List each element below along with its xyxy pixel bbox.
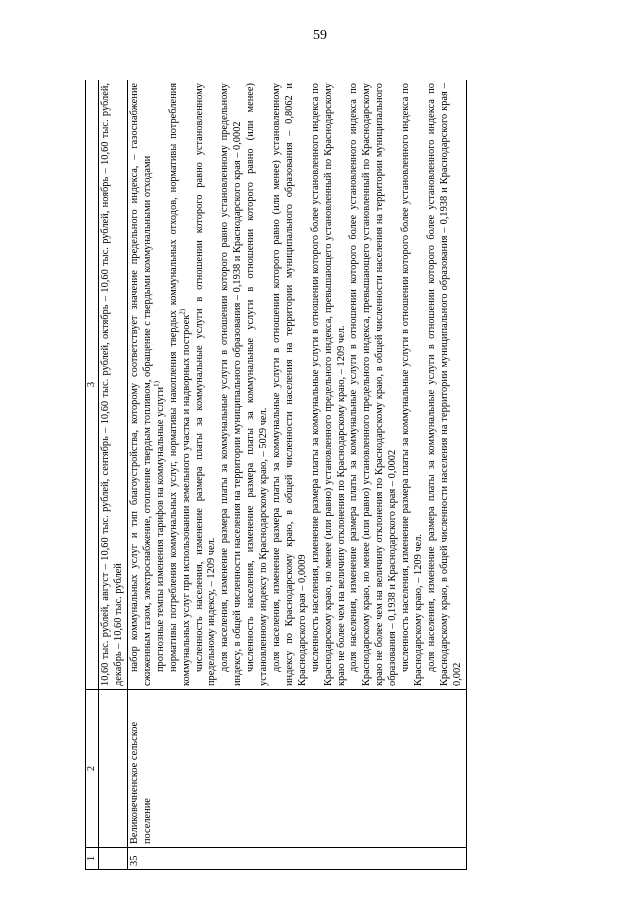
continuation-cell-3 bbox=[99, 80, 128, 690]
table-row bbox=[128, 80, 467, 870]
tariff-table bbox=[85, 80, 467, 870]
detail-share-above-regional: доля населения, изменение размера платы за коммунальные услуги в отношении которого более установленного индекса по Краснодарскому краю, в общей численности населения на территории муниципального образования – 0,1938 и Краснодарского края – 0,002 bbox=[425, 83, 463, 686]
header-col-3: 3 bbox=[86, 80, 99, 690]
continuation-text: 10,60 тыс. рублей, август – 10,60 тыс. рублей, сентябрь – 10,60 тыс. рублей, октябрь – 10,60 тыс. рублей, ноябрь – 10,60 тыс. рублей, декабрь – 10,60 тыс. рублей bbox=[100, 83, 124, 686]
header-col-1: 1 bbox=[86, 848, 99, 870]
settlement-name: Великовечненское сельское поселение bbox=[128, 690, 467, 848]
page-number: 59 bbox=[313, 28, 327, 43]
detail-population-above-regional: численность населения, изменение размера платы за коммунальные услуги в отношении которого более установленного индекса по Краснодарскому краю, – 1209 чел. bbox=[400, 83, 424, 686]
continuation-cell-1 bbox=[99, 848, 128, 870]
detail-share-below-regional: доля населения, изменение размера платы за коммунальные услуги в отношении которого равно (или менее) установленному индексу по Краснодарскому краю, в общей численности населения на территории муниципального образования – 0,8062 и Краснодарского края – 0,0009 bbox=[270, 83, 308, 686]
detail-share-equal-limit: доля населения, изменение размера платы за коммунальные услуги в отношении которого равно установленному предельному индексу, в общей численности населения на территории муниципального образования – 0,1938 и Краснодарского края – 0,0002 bbox=[219, 83, 244, 686]
detail-share-above-regional-within: доля населения, изменение размера платы за коммунальные услуги в отношении которого более установленного индекса по Краснодарскому краю, но менее (или равно) установленного предельного индекса, превышающего установленный по Краснодарскому краю не более чем на величину отклонения по Краснодарскому краю, в общей численности населения на территории муниципального образования – 0,1938 и Краснодарского края – 0,0002 bbox=[348, 83, 399, 686]
detail-consumption-norms: нормативы потребления коммунальных услуг, нормативы накопления твердых коммунальных отходов, нормативы потребления коммунальных услуг при использовании земельного участка и надворных построек$^{2)}$ bbox=[167, 83, 192, 686]
footnote-1: 1) bbox=[152, 381, 161, 387]
rotated-table-container bbox=[85, 80, 553, 870]
detail-services-set: набор коммунальных услуг и тип благоустройства, которому соответствует значение предельного индекса, – газоснабжение сжиженным газом, электроснабжение, отопление твердым топливом, обращение с твердыми коммунальными отходами bbox=[129, 83, 153, 686]
footnote-2: 2) bbox=[178, 308, 187, 315]
detail-population-above-regional-within: численность населения, изменение размера платы за коммунальные услуги в отношении которого более установленного индекса по Краснодарскому краю, но менее (или равно) установленного предельного индекса, превышающего установленный по Краснодарскому краю не более чем на величину отклонения по Краснодарскому краю, – 1209 чел. bbox=[309, 83, 347, 686]
detail-tariff-forecast: прогнозные темпы изменения тарифов на коммунальные услуги$^{1)}$ bbox=[152, 381, 166, 672]
header-col-2: 2 bbox=[86, 690, 99, 848]
table-header-row bbox=[86, 80, 99, 870]
continuation-cell-2 bbox=[99, 690, 128, 848]
row-details bbox=[128, 80, 467, 690]
detail-population-equal-limit: численность населения, изменение размера платы за коммунальные услуги в отношении которого равно установленному предельному индексу, – 1209 чел. bbox=[193, 83, 218, 686]
continuation-row bbox=[99, 80, 128, 870]
row-number: 35 bbox=[128, 848, 467, 870]
detail-population-below-regional: численность населения, изменение размера платы за коммунальные услуги в отношении которого равно (или менее) установленному индексу по Краснодарскому краю, – 5029 чел. bbox=[245, 83, 270, 686]
rotated-table-area bbox=[85, 80, 553, 870]
